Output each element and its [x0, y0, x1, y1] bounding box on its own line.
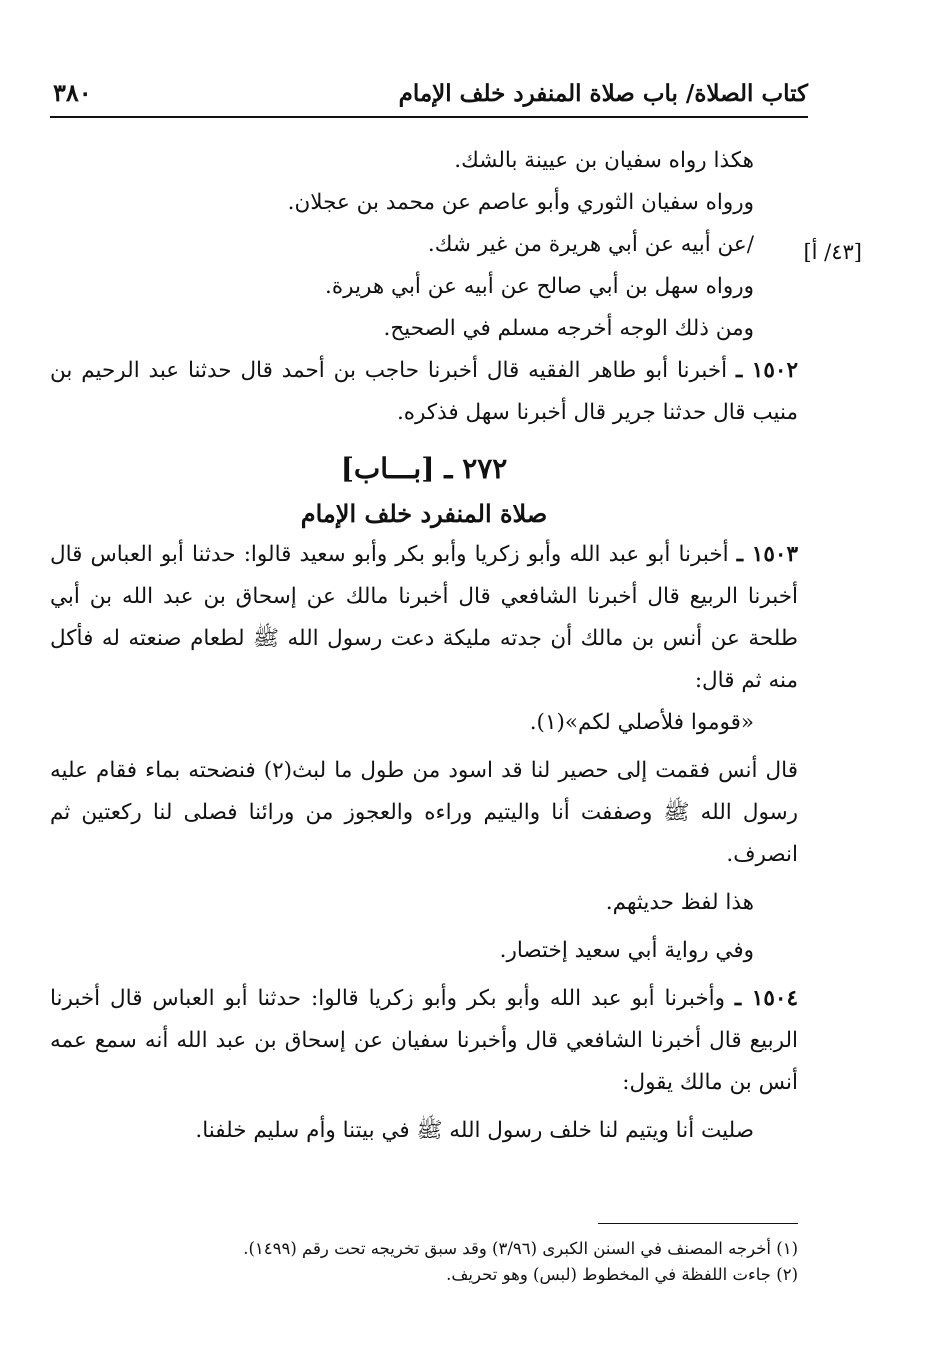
hadith-number: ١٥٠٢ ـ: [735, 358, 798, 383]
hadith-paragraph: [50, 978, 798, 1104]
paragraph: ورواه سفيان الثوري وأبو عاصم عن محمد بن عجلان.: [287, 190, 754, 215]
main-text: [50, 140, 798, 1152]
hadith-text: أخبرنا أبو عبد الله وأبو زكريا وأبو بكر وأبو سعيد قالوا: حدثنا أبو العباس قال أخبرنا الربيع قال أخبرنا الشافعي قال أخبرنا مالك عن إسحاق بن عبد الله بن أبي طلحة عن أنس بن مالك أن جدته مليكة دعت رسول الله ﷺ لطعام صنعته له فأكل منه ثم قال:: [50, 542, 798, 693]
page-number: ٣٨٠: [53, 78, 92, 107]
hadith-paragraph: [50, 350, 798, 434]
hadith-number: ١٥٠٣ ـ: [736, 542, 798, 567]
footnote: (٢) جاءت اللفظة في المخطوط (لبس) وهو تحريف.: [446, 1265, 798, 1284]
footnote: (١) أخرجه المصنف في السنن الكبرى (٣/٩٦) وقد سبق تخريجه تحت رقم (١٤٩٩).: [243, 1239, 798, 1258]
paragraph: وفي رواية أبي سعيد إختصار.: [499, 938, 754, 963]
hadith-paragraph: [50, 534, 798, 702]
paragraph: قال أنس فقمت إلى حصير لنا قد اسود من طول ما لبث(٢) فنضحته بماء فقام عليه رسول الله ﷺ وصففت أنا واليتيم وراءه والعجوز من ورائنا فصلى لنا ركعتين ثم انصرف.: [50, 758, 798, 867]
hadith-number: ١٥٠٤ ـ: [734, 986, 798, 1011]
paragraph: هكذا رواه سفيان بن عيينة بالشك.: [454, 148, 754, 173]
paragraph: /عن أبيه عن أبي هريرة من غير شك.: [427, 232, 754, 257]
hadith-text: أخبرنا أبو طاهر الفقيه قال أخبرنا حاجب بن أحمد قال حدثنا عبد الرحيم بن منيب قال حدثنا جرير قال أخبرنا سهل فذكره.: [50, 358, 798, 425]
footnote-divider: [598, 1223, 798, 1224]
chapter-title: صلاة المنفرد خلف الإمام: [300, 499, 548, 528]
quoted-saying: «قوموا فلأصلي لكم»(١).: [529, 710, 754, 735]
chapter-heading: [50, 442, 798, 532]
paragraph: هذا لفظ حديثهم.: [605, 890, 754, 915]
paragraph: ورواه سهل بن أبي صالح عن أبيه عن أبي هريرة.: [325, 274, 754, 299]
paragraph: ومن ذلك الوجه أخرجه مسلم في الصحيح.: [383, 316, 754, 341]
running-title: كتاب الصلاة/ باب صلاة المنفرد خلف الإمام: [398, 80, 808, 107]
footnotes: [243, 1236, 798, 1288]
paragraph: صليت أنا ويتيم لنا خلف رسول الله ﷺ في بيتنا وأم سليم خلفنا.: [195, 1118, 754, 1143]
hadith-text: وأخبرنا أبو عبد الله وأبو بكر وأبو زكريا قالوا: حدثنا أبو العباس قال أخبرنا الربيع قال أخبرنا الشافعي قال وأخبرنا سفيان عن إسحاق بن عبد الله أنه سمع عمه أنس بن مالك يقول:: [50, 986, 798, 1095]
manuscript-folio-note: [٤٣/ أ]: [803, 240, 862, 264]
chapter-number: ٢٧٢ ـ [بـــاب]: [340, 452, 508, 485]
page-header: [50, 72, 808, 118]
